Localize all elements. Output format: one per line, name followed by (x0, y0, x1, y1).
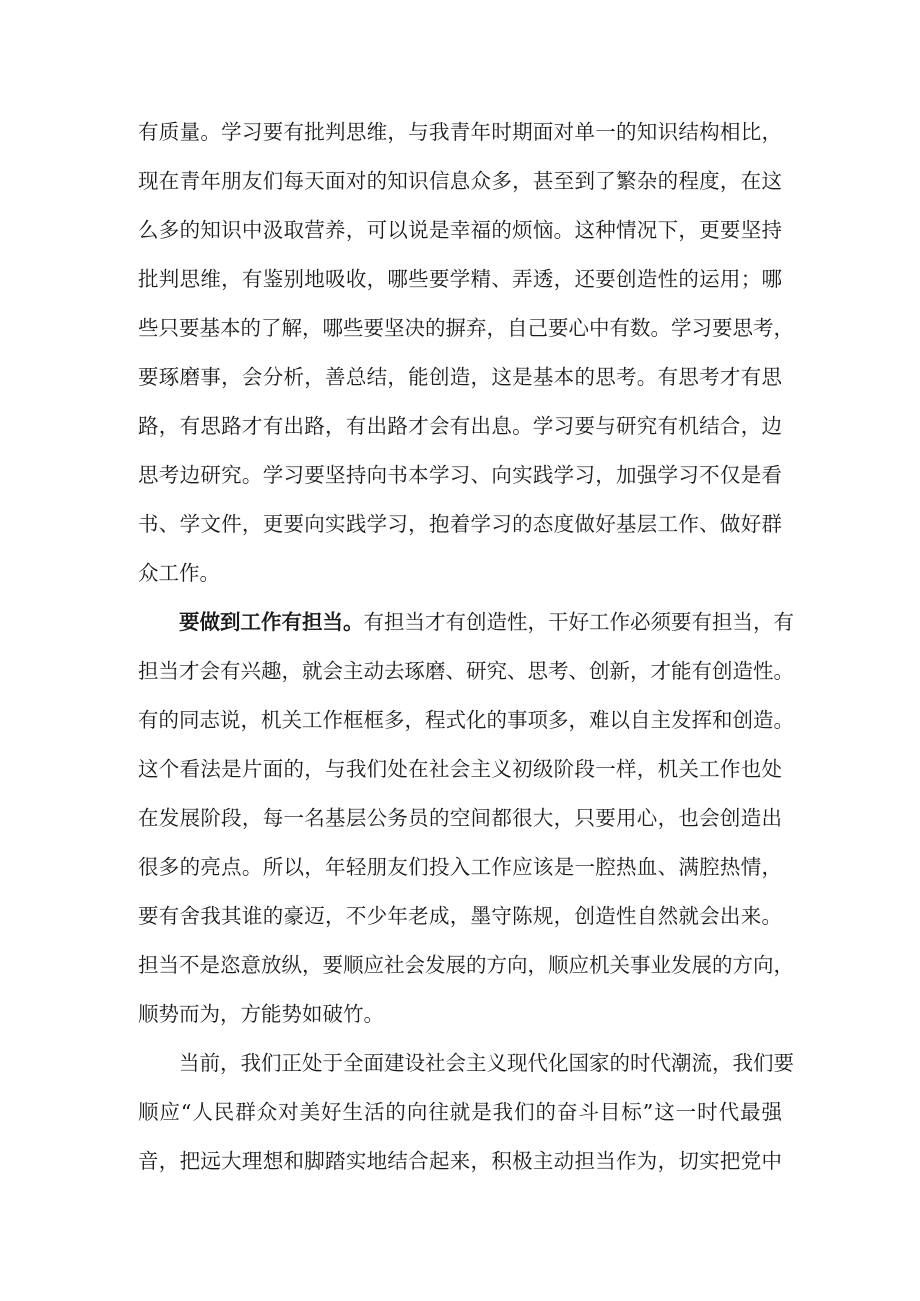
paragraph-2-line-4: 这个看法是片面的，与我们处在社会主义初级阶段一样，机关工作也处 (138, 757, 782, 781)
paragraph-1-line-5: 些只要基本的了解，哪些要坚决的摒弃，自己要心中有数。学习要思考， (138, 316, 794, 340)
paragraph-1-line-9: 书、学文件，更要向实践学习，抱着学习的态度做好基层工作、做好群 (138, 512, 782, 536)
paragraph-1-line-4: 批判思维，有鉴别地吸收，哪些要学精、弄透，还要创造性的运用；哪 (138, 267, 782, 291)
paragraph-2-line-1 (138, 598, 794, 647)
paragraph-3-line-3: 音，把远大理想和脚踏实地结合起来，积极主动担当作为，切实把党中 (138, 1149, 782, 1173)
paragraph-2-line-9: 顺势而为，方能势如破竹。 (138, 1002, 384, 1026)
paragraph-1-line-2: 现在青年朋友们每天面对的知识信息众多，甚至到了繁杂的程度，在这 (138, 169, 782, 193)
paragraph-3-line-2: 顺应“人民群众对美好生活的向往就是我们的奋斗目标”这一时代最强 (138, 1100, 782, 1124)
paragraph-1-line-10: 众工作。 (138, 561, 220, 585)
paragraph-2-line-3: 有的同志说，机关工作框框多，程式化的事项多，难以自主发挥和创造。 (138, 708, 794, 732)
section-heading: 要做到工作有担当。 (179, 610, 364, 634)
paragraph-2-line-7: 要有舍我其谁的豪迈，不少年老成，墨守陈规，创造性自然就会出来。 (138, 904, 782, 928)
paragraph-1-line-3: 么多的知识中汲取营养，可以说是幸福的烦恼。这种情况下，更要坚持 (138, 218, 782, 242)
paragraph-1-line-1: 有质量。学习要有批判思维，与我青年时期面对单一的知识结构相比， (138, 120, 782, 144)
paragraph-2-line-6: 很多的亮点。所以，年轻朋友们投入工作应该是一腔热血、满腔热情， (138, 855, 782, 879)
paragraph-1-line-8: 思考边研究。学习要坚持向书本学习、向实践学习，加强学习不仅是看 (138, 463, 782, 487)
paragraph-2-line-2: 担当才会有兴趣，就会主动去琢磨、研究、思考、创新，才能有创造性。 (138, 659, 794, 683)
paragraph-1-line-6: 要琢磨事，会分析，善总结，能创造，这是基本的思考。有思考才有思 (138, 365, 782, 389)
paragraph-3-line-1: 当前，我们正处于全面建设社会主义现代化国家的时代潮流，我们要 (179, 1051, 794, 1075)
paragraph-2 (138, 598, 794, 1039)
document-body (138, 108, 794, 1186)
paragraph-2-line-8: 担当不是恣意放纵，要顺应社会发展的方向，顺应机关事业发展的方向， (138, 953, 794, 977)
paragraph-2-line-5: 在发展阶段，每一名基层公务员的空间都很大，只要用心，也会创造出 (138, 806, 782, 830)
paragraph-1 (138, 108, 794, 598)
paragraph-1-line-7: 路，有思路才有出路，有出路才会有出息。学习要与研究有机结合，边 (138, 414, 782, 438)
paragraph-3 (138, 1039, 794, 1186)
paragraph-2-line-1-text: 有担当才有创造性，干好工作必须要有担当，有 (363, 610, 794, 634)
